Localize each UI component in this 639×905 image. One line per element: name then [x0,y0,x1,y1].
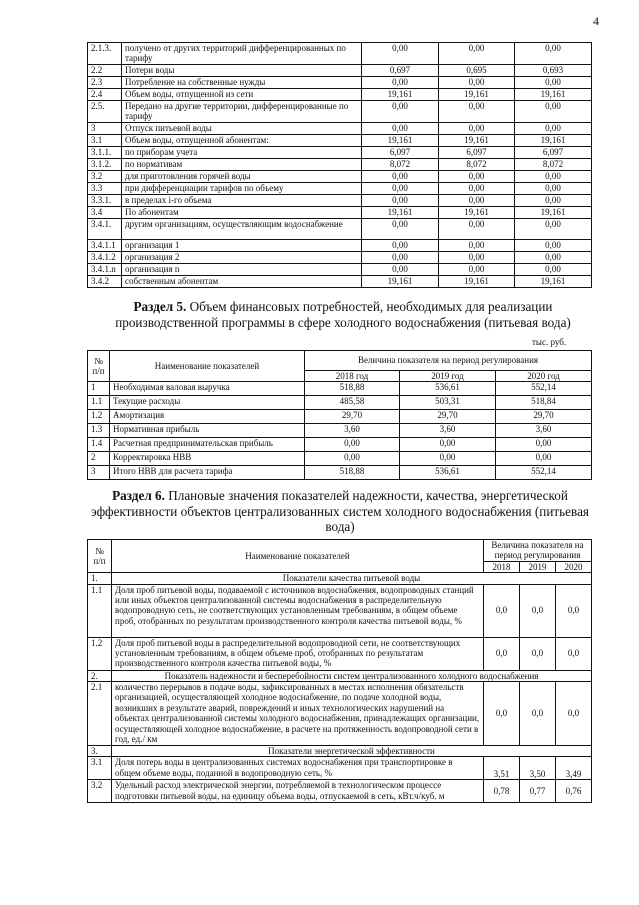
t2-header-period: Величина показателя на период регулирования [305,351,592,371]
row-value: 19,161 [362,275,439,287]
t3-header-year: 2019 [520,561,556,572]
t3-group-row [88,670,592,681]
row-value: 0,00 [515,43,592,65]
table-row [88,382,592,396]
row-value: 0,693 [515,64,592,76]
t3-header-num: № п/п [88,540,112,573]
group-code: 3. [88,746,112,757]
table-row [88,206,592,218]
row-name: в пределах i-го объема [122,194,362,206]
row-value: 0,00 [362,122,439,134]
t2-header-num: № п/п [88,351,110,382]
row-name: для приготовления горячей воды [122,170,362,182]
row-name: собственным абонентам [122,275,362,287]
row-value: 0,00 [362,182,439,194]
row-value: 0,00 [439,182,515,194]
t3-row [88,637,592,670]
table-row [88,158,592,170]
row-value: 0,00 [362,194,439,206]
row-value: 8,072 [362,158,439,170]
row-code: 3 [88,122,122,134]
row-value: 0,00 [362,170,439,182]
t3-row [88,757,592,780]
row-value-2018: 0,0 [484,637,520,670]
row-code: 1.1 [88,584,112,637]
row-value: 0,695 [439,64,515,76]
t3-group-row [88,573,592,584]
row-code: 3.4.1.n [88,263,122,275]
row-value: 0,697 [362,64,439,76]
table-row [88,424,592,438]
row-name: Текущие расходы [110,396,305,410]
row-code: 3.4.1.1 [88,239,122,251]
row-value: 0,00 [362,100,439,122]
section5-units: тыс. руб. [532,337,567,347]
row-value: 0,00 [439,218,515,239]
row-value: 0,00 [400,452,496,466]
row-value: 503,31 [400,396,496,410]
row-value: 19,161 [362,134,439,146]
row-value: 0,00 [362,218,439,239]
quality-indicators-table [87,539,592,803]
group-code: 1. [88,573,112,584]
row-value-2020: 0,0 [556,637,592,670]
row-value: 0,00 [515,122,592,134]
row-value: 19,161 [439,134,515,146]
row-value: 19,161 [439,275,515,287]
table-row [88,396,592,410]
group-code: 2. [88,670,112,681]
row-name: Доля проб питьевой воды, подаваемой с источников водоснабжения, водопроводных станций или иных объектов централизованной системы водоснабжения в распределительную водопроводную сеть, не соответствующих установленным требованиям, в общем объеме проб, отобранных по результатам производственного контроля качества питьевой воды, % [112,584,484,637]
row-name: Корректировка НВВ [110,452,305,466]
table-row [88,239,592,251]
row-value-2019: 0,0 [520,584,556,637]
row-name: Доля потерь воды в централизованных системах водоснабжения при транспортировке в общем объеме воды, поданной в водопроводную сеть, % [112,757,484,780]
row-code: 1.2 [88,637,112,670]
table-row [88,275,592,287]
t3-header-year: 2020 [556,561,592,572]
row-name: Объем воды, отпущенной из сети [122,88,362,100]
row-name: получено от других территорий дифференцированных по тарифу [122,43,362,65]
row-value-2018: 0,0 [484,682,520,746]
row-value: 19,161 [362,88,439,100]
row-value-2019: 0,77 [520,780,556,803]
row-code: 3 [88,466,110,480]
row-name: организация 1 [122,239,362,251]
row-code: 3.3 [88,182,122,194]
row-code: 3.3.1. [88,194,122,206]
row-name: при дифференциации тарифов по объему [122,182,362,194]
row-value: 0,00 [439,43,515,65]
row-code: 2.1.3. [88,43,122,65]
row-name: Потери воды [122,64,362,76]
row-name: по приборам учета [122,146,362,158]
row-value: 552,14 [496,466,592,480]
row-value: 19,161 [362,206,439,218]
t3-header-name: Наименование показателей [112,540,484,573]
page-number: 4 [593,14,599,28]
row-code: 3.4.1.2 [88,251,122,263]
row-value: 19,161 [439,206,515,218]
row-value: 0,00 [515,239,592,251]
row-code: 2.4 [88,88,122,100]
row-code: 3.1.1. [88,146,122,158]
table-row [88,64,592,76]
row-value: 0,00 [362,239,439,251]
row-code: 3.1.2. [88,158,122,170]
table-row [88,122,592,134]
table-row [88,410,592,424]
table-row [88,452,592,466]
row-code: 3.2 [88,780,112,803]
t3-header-year: 2018 [484,561,520,572]
row-value: 0,00 [439,251,515,263]
row-value: 6,097 [515,146,592,158]
row-code: 2.3 [88,76,122,88]
row-code: 2.2 [88,64,122,76]
row-value: 19,161 [515,88,592,100]
t3-header-period: Величина показателя на период регулирования [484,540,592,562]
row-name: организация 2 [122,251,362,263]
row-value-2018: 0,78 [484,780,520,803]
row-value: 19,161 [515,134,592,146]
row-value: 0,00 [362,43,439,65]
row-code: 1 [88,382,110,396]
row-code: 1.2 [88,410,110,424]
table-row [88,438,592,452]
row-value: 0,00 [439,170,515,182]
row-value: 536,61 [400,382,496,396]
table-row [88,76,592,88]
group-title: Показатели энергетической эффективности [112,746,592,757]
row-value: 0,00 [305,452,400,466]
row-code: 1.3 [88,424,110,438]
row-code: 2.5. [88,100,122,122]
row-code: 3.4.2 [88,275,122,287]
t3-row [88,584,592,637]
row-value: 536,61 [400,466,496,480]
row-value-2020: 0,76 [556,780,592,803]
t2-header-year: 2020 год [496,371,592,382]
row-name: Доля проб питьевой воды в распределительной водопроводной сети, не соответствующих установленным требованиям, в общем объеме проб, отобранных по результатам производственного контроля качества питьевой воды, % [112,637,484,670]
row-value: 19,161 [439,88,515,100]
table-row [88,466,592,480]
row-value: 3,60 [400,424,496,438]
row-value: 485,58 [305,396,400,410]
row-value: 0,00 [515,182,592,194]
row-code: 2.1 [88,682,112,746]
row-value: 8,072 [515,158,592,170]
table-row [88,146,592,158]
row-value: 552,14 [496,382,592,396]
row-value-2018: 3,51 [484,757,520,780]
row-code: 1.1 [88,396,110,410]
row-value: 0,00 [439,122,515,134]
row-value: 0,00 [496,452,592,466]
row-code: 3.1 [88,757,112,780]
row-value: 0,00 [515,76,592,88]
row-name: другим организациям, осуществляющим водоснабжение [122,218,362,239]
row-value: 3,60 [305,424,400,438]
row-value: 0,00 [439,263,515,275]
row-value: 8,072 [439,158,515,170]
table-row [88,263,592,275]
financial-needs-table [87,350,592,480]
row-code: 3.1 [88,134,122,146]
row-value: 0,00 [362,251,439,263]
table-row [88,251,592,263]
row-name: Нормативная прибыль [110,424,305,438]
row-value: 0,00 [515,194,592,206]
row-value: 0,00 [439,100,515,122]
row-code: 3.4 [88,206,122,218]
row-value: 0,00 [439,239,515,251]
row-name: Передано на другие территории, дифференцированные по тарифу [122,100,362,122]
row-value-2020: 0,0 [556,584,592,637]
row-value: 0,00 [515,251,592,263]
section5-title [93,299,593,330]
section6-label: Раздел 6. [112,488,165,503]
row-value: 0,00 [400,438,496,452]
row-value: 19,161 [515,275,592,287]
row-value: 29,70 [305,410,400,424]
row-value: 3,60 [496,424,592,438]
table-row [88,194,592,206]
row-value: 0,00 [515,170,592,182]
table-row [88,182,592,194]
row-value: 29,70 [400,410,496,424]
row-value: 6,097 [362,146,439,158]
table-row [88,88,592,100]
row-value-2018: 0,0 [484,584,520,637]
row-value: 0,00 [515,100,592,122]
row-value-2019: 0,0 [520,682,556,746]
row-name: Удельный расход электрической энергии, потребляемой в технологическом процессе подготовки питьевой воды, на единицу объема воды, отпускаемой в сеть, кВт.ч/куб. м [112,780,484,803]
row-name: Потребление на собственные нужды [122,76,362,88]
row-name: по нормативам [122,158,362,170]
row-value: 0,00 [439,194,515,206]
row-name: По абонентам [122,206,362,218]
section5-label: Раздел 5. [133,299,187,314]
t2-header-year: 2019 год [400,371,496,382]
section5-title-text: Объем финансовых потребностей, необходимых для реализации производственной программы в сфере холодного водоснабжения (питьевая вода) [115,299,571,330]
row-value: 0,00 [439,76,515,88]
row-name: количество перерывов в подаче воды, зафиксированных в местах исполнения обязательств организацией, осуществляющей холодное водоснабжение, по подаче холодной воды, возникших в результате аварий, повреждений и иных технологических нарушений на объектах централизованной системы холодного водоснабжения, принадлежащих организации, осуществляющей холодное водоснабжение, в расчете на протяженность водопроводной сети в год, ед./ км [112,682,484,746]
row-code: 3.2 [88,170,122,182]
row-value: 0,00 [515,218,592,239]
row-code: 2 [88,452,110,466]
row-value-2020: 3,49 [556,757,592,780]
row-value: 0,00 [515,263,592,275]
row-value: 0,00 [362,263,439,275]
t3-row [88,682,592,746]
row-name: Амортизация [110,410,305,424]
row-value: 0,00 [305,438,400,452]
table-row [88,100,592,122]
row-code: 1.4 [88,438,110,452]
table-row [88,170,592,182]
row-value: 0,00 [496,438,592,452]
row-name: Итого НВВ для расчета тарифа [110,466,305,480]
section6-title-text: Плановые значения показателей надежности, качества, энергетической эффективности объектов централизованных систем холодного водоснабжения (питьевая вода) [90,488,590,534]
t2-header-year: 2018 год [305,371,400,382]
table-row [88,43,592,65]
t2-header-name: Наименование показателей [110,351,305,382]
water-balance-table [87,42,592,288]
row-name: организация n [122,263,362,275]
group-title: Показатели качества питьевой воды [112,573,592,584]
row-code: 3.4.1. [88,218,122,239]
row-name: Объем воды, отпущенной абонентам: [122,134,362,146]
row-value: 0,00 [362,76,439,88]
row-name: Отпуск питьевой воды [122,122,362,134]
section6-title [90,488,590,535]
row-value: 518,88 [305,466,400,480]
row-value: 6,097 [439,146,515,158]
table-row [88,218,592,239]
t3-row [88,780,592,803]
row-value-2019: 0,0 [520,637,556,670]
row-value: 29,70 [496,410,592,424]
row-name: Необходимая валовая выручка [110,382,305,396]
table-row [88,134,592,146]
row-value-2019: 3,50 [520,757,556,780]
row-value: 19,161 [515,206,592,218]
row-name: Расчетная предпринимательская прибыль [110,438,305,452]
group-title: Показатель надежности и бесперебойности систем централизованного холодного водоснабжения [112,670,592,681]
row-value-2020: 0,0 [556,682,592,746]
t3-group-row [88,746,592,757]
row-value: 518,84 [496,396,592,410]
row-value: 518,88 [305,382,400,396]
